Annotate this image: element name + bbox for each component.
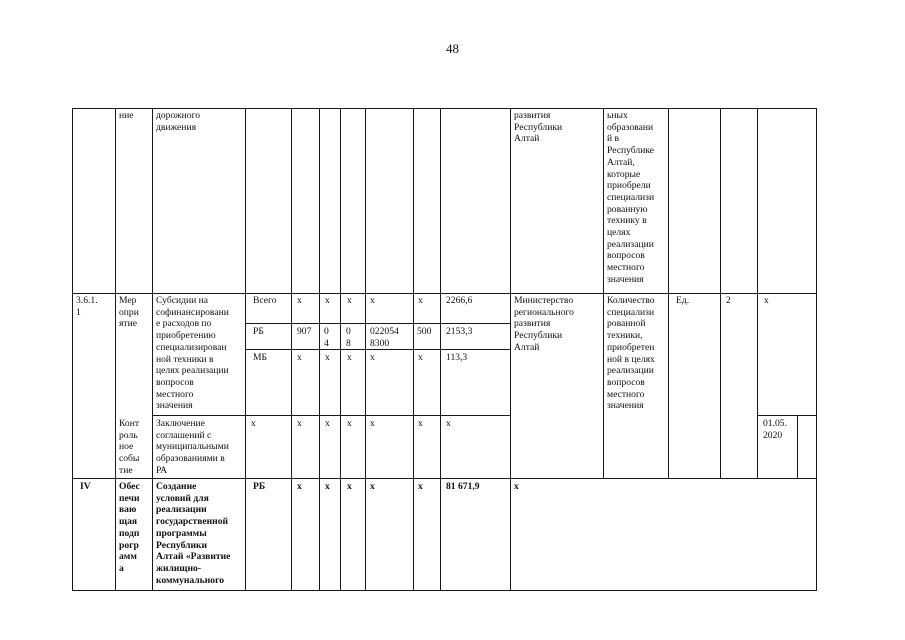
row-iv-executor: х: [514, 481, 519, 492]
row-control-csr: х: [370, 418, 375, 429]
page-number: 48: [446, 41, 459, 56]
row-iv-vr: х: [418, 481, 423, 492]
subrow-total-vr: х: [418, 295, 423, 306]
row-control-type: Конт роль ное собы тие: [119, 418, 140, 476]
subrow-mb-amount: 113,3: [446, 352, 468, 363]
subrow-mb-rz: х: [325, 352, 330, 363]
subrow-rb-grbs: 907: [297, 326, 312, 337]
subrow-mb-csr: х: [370, 352, 375, 363]
row-3611-executor: Министерство регионального развития Республики Алтай: [514, 295, 574, 353]
row-cont-executor: развития Республики Алтай: [514, 110, 563, 145]
subrow-total-grbs: х: [297, 295, 302, 306]
subrow-rb-rz: 0 4: [324, 326, 329, 349]
subrow-rb-csr: 022054 8300: [370, 326, 399, 349]
subrow-mb-pr: х: [347, 352, 352, 363]
row-3611-indicator: Количество специализи рованной техники, приобретен ной в целях реализации вопросов местного значения: [607, 295, 655, 412]
subrow-mb-vr: х: [418, 352, 423, 363]
row-iv-source: РБ: [253, 481, 266, 492]
subrow-rb-vr: 500: [417, 326, 432, 337]
subrow-total-pr: х: [347, 295, 352, 306]
row-control-grbs: х: [297, 418, 302, 429]
row-iv-type: Обес печи ваю щая подп рогр амм а: [119, 481, 140, 574]
row-cont-indicator: ьных образовани й в Республике Алтай, которые приобрели специализи рованную технику в целях реализации вопросов местного значения: [607, 110, 655, 285]
row-3611-target: 2: [726, 295, 731, 306]
row-cont-type: ние: [119, 110, 134, 121]
row-iv-pr: х: [347, 481, 352, 492]
row-control-vr: х: [418, 418, 423, 429]
row-control-rz: х: [325, 418, 330, 429]
row-iv-csr: х: [370, 481, 375, 492]
row-3611-extra: х: [764, 295, 769, 306]
row-control-pr: х: [347, 418, 352, 429]
subrow-total-source: Всего: [253, 295, 277, 306]
subrow-mb-source: МБ: [253, 352, 268, 363]
row-control-name: Заключение соглашений с муниципальными образованиями в РА: [156, 418, 229, 476]
subrow-total-rz: х: [325, 295, 330, 306]
row-control-source: х: [251, 418, 256, 429]
subrow-mb-grbs: х: [297, 352, 302, 363]
row-3611-number: 3.6.1. 1: [76, 295, 98, 318]
row-control-amount: х: [446, 418, 451, 429]
row-3611-type: Мер опри ятие: [119, 295, 139, 330]
row-3611-unit: Ед.: [676, 295, 690, 306]
subrow-rb-source: РБ: [253, 326, 264, 337]
row-iv-name: Создание условий для реализации государственной программы Республики Алтай «Развитие жилищно- коммунального: [156, 481, 231, 586]
row-iv-grbs: х: [297, 481, 302, 492]
row-iv-number: IV: [80, 481, 91, 492]
subrow-total-amount: 2266,6: [446, 295, 473, 306]
subrow-total-csr: х: [370, 295, 375, 306]
subrow-rb-pr: 0 8: [346, 326, 351, 349]
row-cont-name: дорожного движения: [156, 110, 201, 133]
row-control-date: 01.05. 2020: [763, 418, 787, 441]
row-iv-amount: 81 671,9: [446, 481, 480, 492]
subrow-rb-amount: 2153,3: [446, 326, 473, 337]
row-3611-name: Субсидии на софинансировани е расходов по приобретению специализирован ной техники в целях реализации вопросов местного значения: [156, 295, 229, 412]
row-iv-rz: х: [325, 481, 330, 492]
